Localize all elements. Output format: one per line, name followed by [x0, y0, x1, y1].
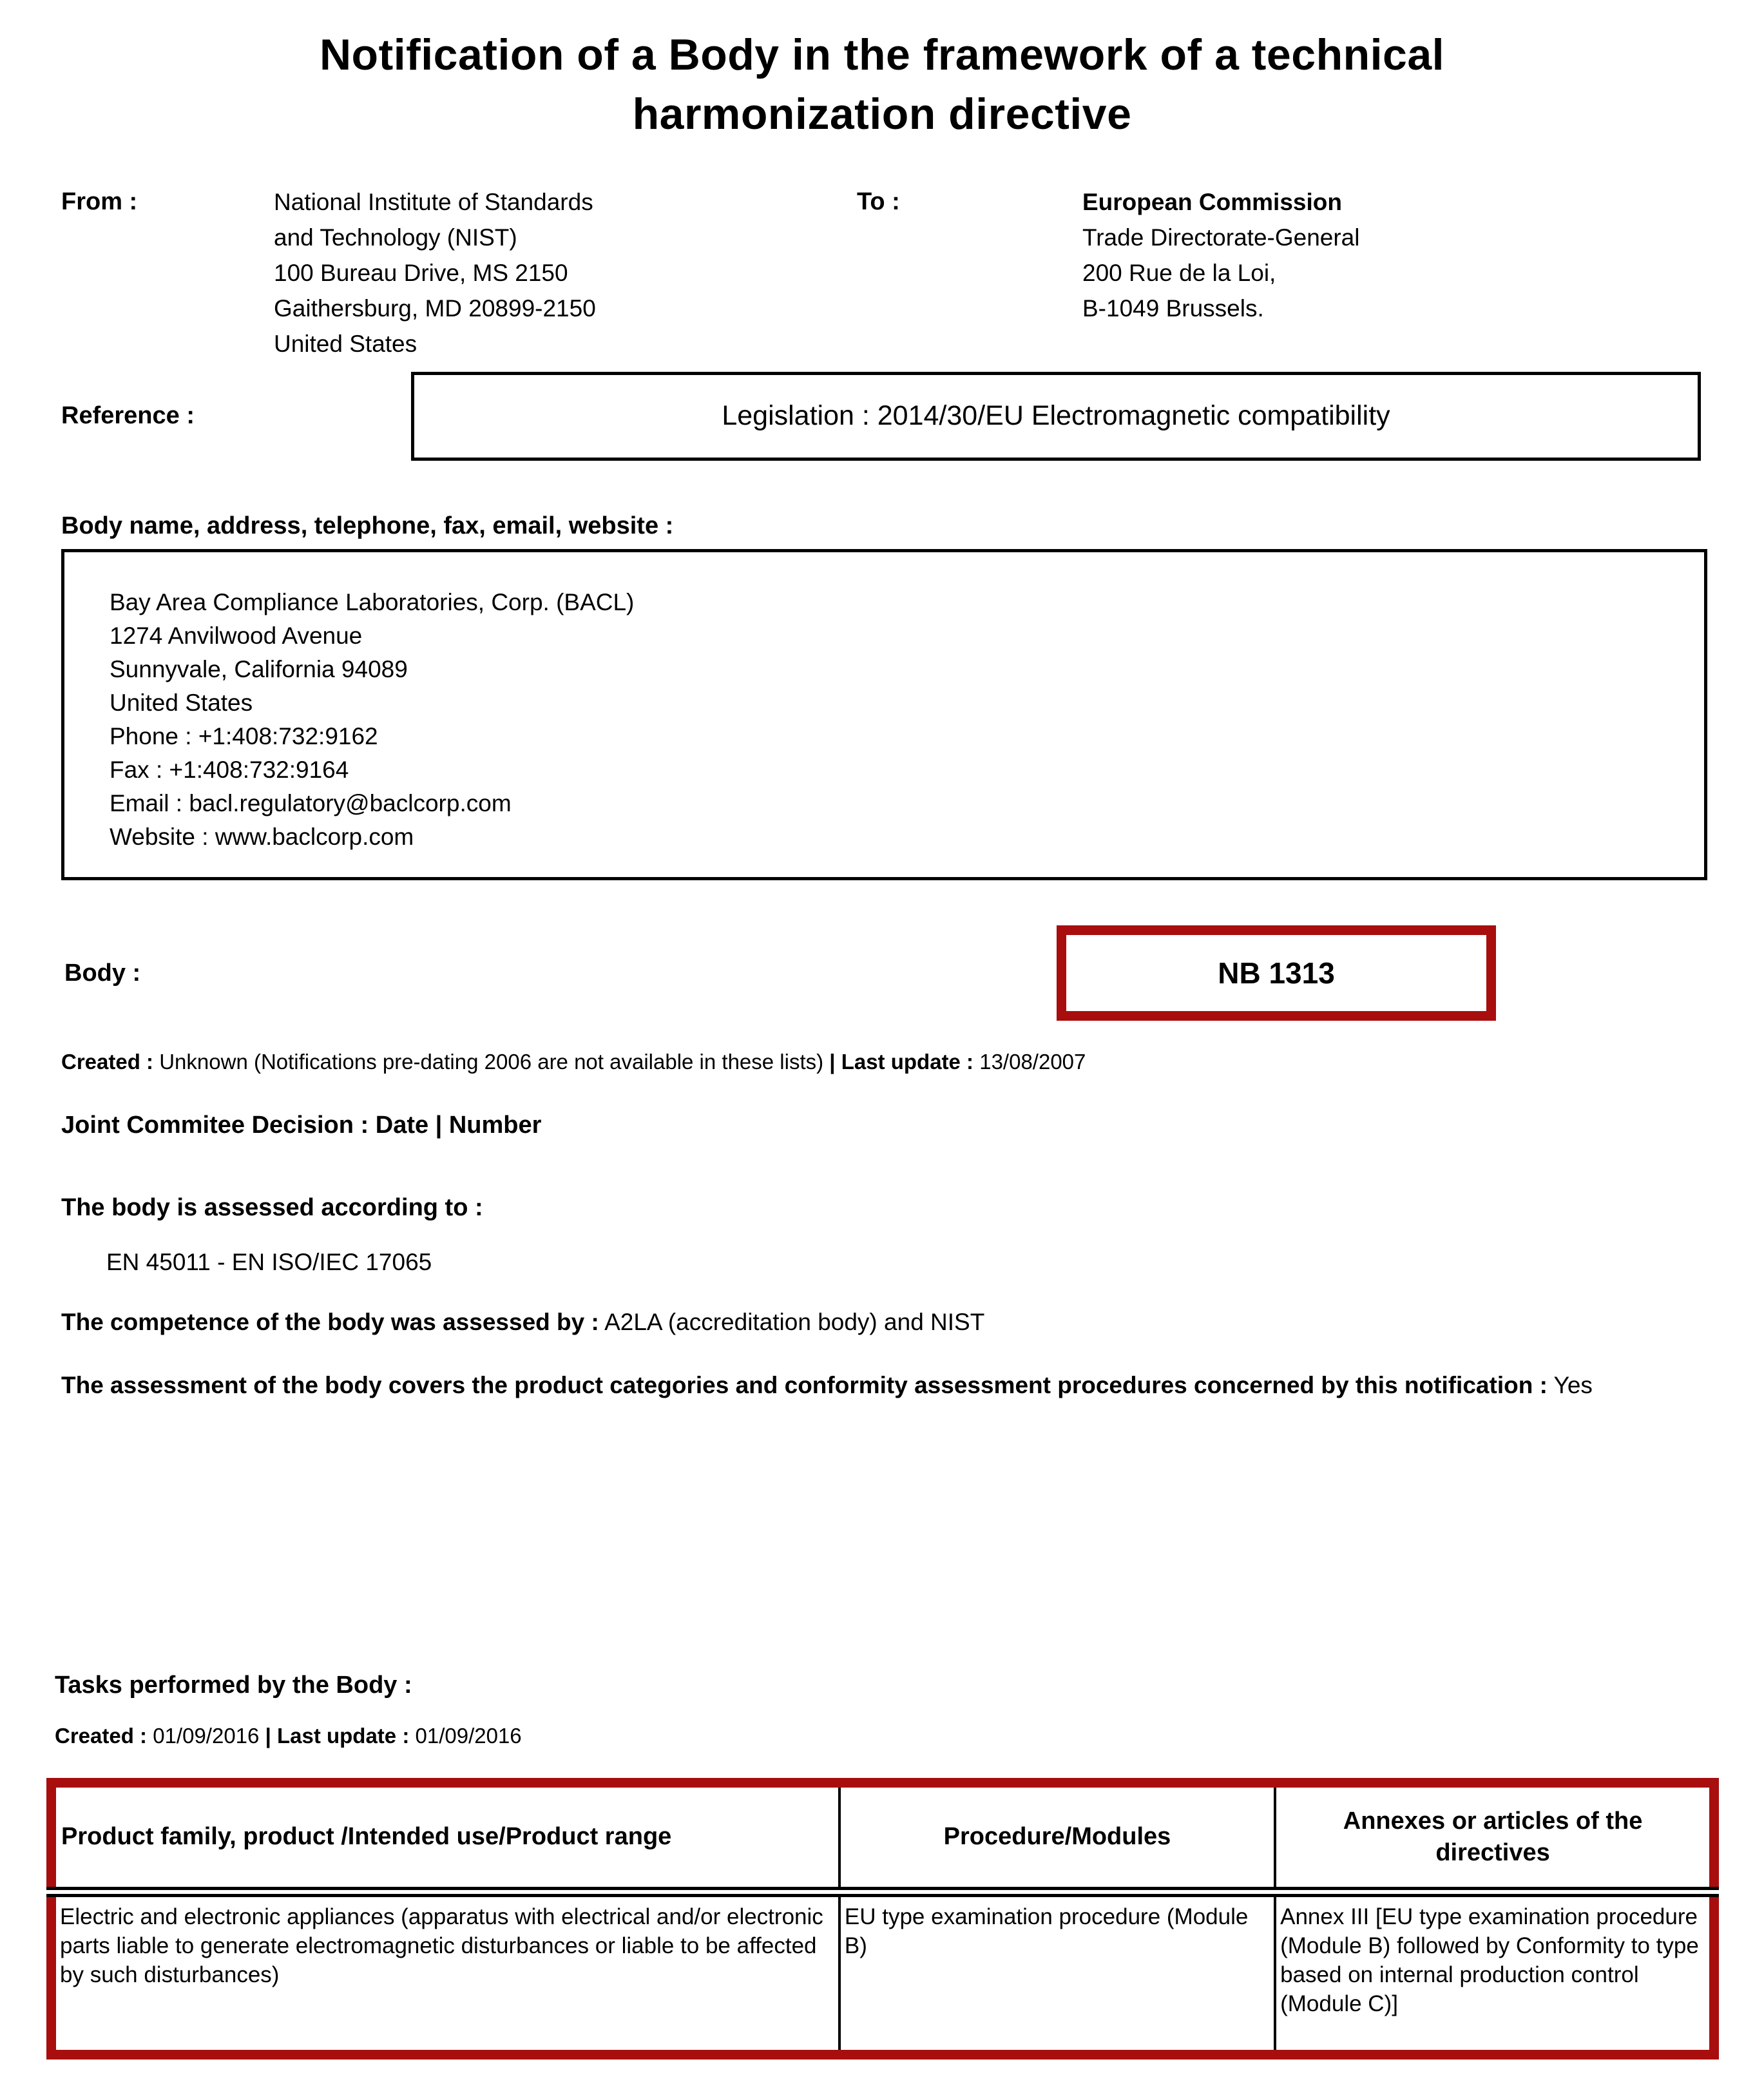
reference-legislation-box: [411, 372, 1701, 461]
tasks-update-label: | Last update :: [265, 1723, 410, 1748]
from-address: [274, 184, 857, 362]
tasks-created-label: Created :: [55, 1723, 148, 1748]
body-info-email: Email : bacl.regulatory@baclcorp.com: [110, 789, 512, 816]
joint-committee-heading: Joint Commitee Decision : Date | Number: [61, 1111, 542, 1139]
tasks-update-value: 01/09/2016: [415, 1723, 522, 1748]
tasks-table: [46, 1778, 1719, 2060]
reference-legislation-text: Legislation : 2014/30/EU Electromagnetic compatibility: [722, 400, 1390, 432]
from-address-line: 100 Bureau Drive, MS 2150: [274, 259, 568, 286]
body-info-name: Bay Area Compliance Laboratories, Corp. (BACL): [110, 588, 635, 615]
body-label: Body :: [64, 959, 141, 987]
body-created-line: [61, 1050, 1703, 1074]
tasks-heading: Tasks performed by the Body :: [55, 1671, 412, 1699]
body-info-country: United States: [110, 689, 253, 716]
from-to-block: [61, 184, 1703, 362]
tasks-created-line: [55, 1724, 1703, 1748]
table-row: [52, 1892, 1714, 2054]
body-info-phone: Phone : +1:408:732:9162: [110, 722, 378, 749]
from-address-line: and Technology (NIST): [274, 224, 517, 251]
page-title: Notification of a Body in the framework of a technical harmonization directive: [319, 30, 1445, 139]
body-info-street: 1274 Anvilwood Avenue: [110, 622, 363, 649]
assessment-covers-label: The assessment of the body covers the product categories and conformity assessment procedures concerned by this notification :: [61, 1371, 1548, 1398]
body-info-city: Sunnyvale, California 94089: [110, 655, 408, 682]
table-cell-procedure: EU type examination procedure (Module B): [839, 1892, 1275, 2054]
body-number-row: [61, 925, 1703, 1021]
last-update-value: 13/08/2007: [979, 1049, 1086, 1074]
notified-body-number: NB 1313: [1218, 956, 1335, 990]
to-address: [1082, 184, 1359, 326]
assessment-covers-value: Yes: [1553, 1371, 1593, 1398]
last-update-label: | Last update :: [829, 1049, 974, 1074]
competence-value: A2LA (accreditation body) and NIST: [604, 1308, 985, 1335]
reference-row: [61, 372, 1703, 461]
body-info-box: [61, 549, 1707, 880]
body-info-fax: Fax : +1:408:732:9164: [110, 756, 349, 783]
tasks-table-header-procedure: Procedure/Modules: [839, 1782, 1275, 1892]
tasks-table-header-annexes: Annexes or articles of the directives: [1275, 1782, 1714, 1892]
from-address-line: National Institute of Standards: [274, 188, 593, 215]
tasks-table-header-row: [52, 1782, 1714, 1892]
to-organization: European Commission: [1082, 188, 1342, 215]
to-label: To :: [857, 188, 900, 215]
body-info-website: Website : www.baclcorp.com: [110, 823, 414, 850]
body-info-heading: Body name, address, telephone, fax, email, website :: [61, 512, 674, 539]
created-label: Created :: [61, 1049, 154, 1074]
tasks-created-value: 01/09/2016: [153, 1723, 260, 1748]
reference-label: Reference :: [61, 402, 195, 430]
assessment-covers-line: [61, 1369, 1659, 1402]
from-address-line: Gaithersburg, MD 20899-2150: [274, 294, 596, 322]
competence-line: [61, 1306, 1703, 1339]
competence-label: The competence of the body was assessed by :: [61, 1308, 599, 1335]
to-address-line: 200 Rue de la Loi,: [1082, 259, 1276, 286]
table-cell-annexes: Annex III [EU type examination procedure (Module B) followed by Conformity to type based on internal production control (Module C)]: [1275, 1892, 1714, 2054]
table-cell-product: Electric and electronic appliances (apparatus with electrical and/or electronic parts liable to generate electromagnetic disturbances or liable to be affected by such disturbances): [60, 1904, 823, 1988]
to-address-line: B-1049 Brussels.: [1082, 294, 1264, 322]
notified-body-number-box: [1057, 925, 1496, 1021]
tasks-table-header-product: Product family, product /Intended use/Product range: [52, 1782, 839, 1892]
assessed-according-value: EN 45011 - EN ISO/IEC 17065: [106, 1248, 432, 1275]
from-address-line: United States: [274, 330, 417, 357]
assessed-according-heading: The body is assessed according to :: [61, 1193, 483, 1221]
from-label: From :: [61, 188, 138, 215]
to-address-line: Trade Directorate-General: [1082, 224, 1360, 251]
created-value: Unknown (Notifications pre-dating 2006 are not available in these lists): [159, 1049, 824, 1074]
